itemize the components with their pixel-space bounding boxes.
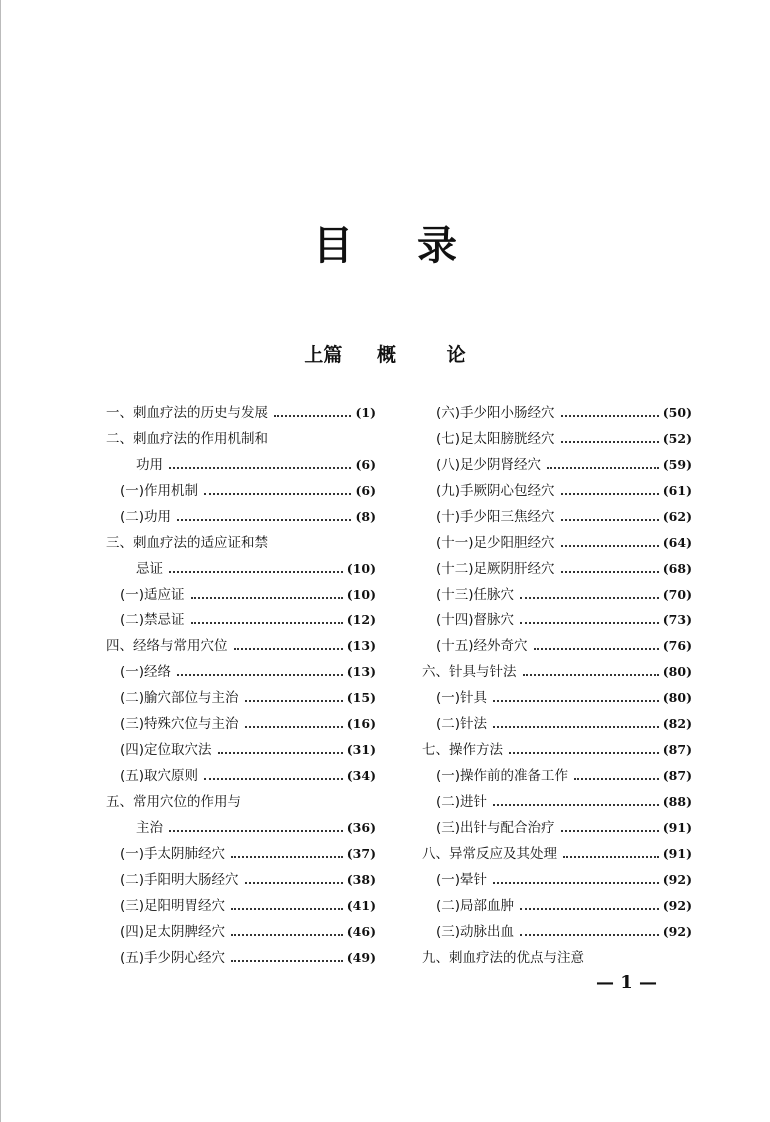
toc-entry-title: (十五)经外奇穴: [436, 638, 528, 655]
toc-left-column: [106, 400, 376, 971]
toc-entry-page: (41): [346, 897, 376, 913]
toc-entry: [422, 478, 692, 504]
toc-entry-page: (92): [662, 897, 692, 913]
toc-entry-title: (一)操作前的准备工作: [436, 768, 569, 785]
toc-entry-title: 九、刺血疗法的优点与注意: [422, 949, 584, 966]
toc-entry-page: (80): [662, 664, 692, 680]
toc-entry-page: (13): [346, 664, 376, 680]
toc-entry: [106, 763, 376, 789]
toc-entry: [422, 919, 692, 945]
toc-entry-page: (80): [662, 690, 692, 706]
toc-entry-title: (二)功用: [120, 508, 172, 525]
toc-entry: [422, 841, 692, 867]
toc-entry-title: (一)晕针: [436, 871, 488, 888]
toc-entry-title: (二)进针: [436, 794, 488, 811]
toc-entry-page: (12): [346, 612, 376, 628]
toc-entry: [106, 633, 376, 659]
dot-leader: [169, 467, 351, 469]
toc-entry: [422, 582, 692, 608]
dot-leader: [520, 934, 659, 936]
dot-leader: [493, 726, 659, 728]
dot-leader: [563, 856, 659, 858]
toc-entry-title: 六、针具与针法: [422, 664, 517, 681]
dot-leader: [561, 415, 659, 417]
toc-entry-page: (36): [346, 819, 376, 835]
dot-leader: [561, 571, 659, 573]
toc-entry: [422, 556, 692, 582]
toc-entry: [422, 400, 692, 426]
toc-entry: [422, 504, 692, 530]
toc-entry: [106, 893, 376, 919]
dot-leader: [547, 467, 659, 469]
toc-entry-title: (十二)足厥阴肝经穴: [436, 560, 555, 577]
dot-leader: [534, 648, 659, 650]
toc-entry: [106, 841, 376, 867]
toc-entry: [106, 945, 376, 971]
toc-entry-title: (八)足少阴肾经穴: [436, 456, 542, 473]
toc-entry: [422, 633, 692, 659]
toc-entry-page: (91): [662, 845, 692, 861]
toc-entry: [106, 685, 376, 711]
title-char: 目: [313, 223, 353, 269]
toc-entry-title: (一)适应证: [120, 586, 185, 603]
toc-entry-title: (二)手阳明大肠经穴: [120, 871, 239, 888]
toc-entry-page: (64): [662, 534, 692, 550]
toc-entry-title: (一)针具: [436, 690, 488, 707]
toc-entry: [422, 452, 692, 478]
toc-entry-title: (五)取穴原则: [120, 768, 199, 785]
toc-entry: [422, 737, 692, 763]
dot-leader: [177, 674, 343, 676]
toc-entry-title: (十三)任脉穴: [436, 586, 515, 603]
part-title-char: 论: [446, 344, 466, 366]
toc-entry-page: (50): [662, 404, 692, 420]
toc-entry: [422, 945, 692, 971]
toc-entry-page: (46): [346, 923, 376, 939]
toc-entry-title: 忌证: [136, 560, 163, 577]
toc-entry: [106, 556, 376, 582]
toc-entry-title: (七)足太阳膀胱经穴: [436, 430, 555, 447]
toc-entry: [106, 659, 376, 685]
toc-entry-title: (二)局部血肿: [436, 897, 515, 914]
toc-entry-title: (三)动脉出血: [436, 923, 515, 940]
toc-entry: [106, 789, 376, 815]
toc-entry-title: 三、刺血疗法的适应证和禁: [106, 534, 268, 551]
page-title: [0, 214, 770, 271]
toc-entry-title: (十四)督脉穴: [436, 612, 515, 629]
toc-entry-page: (73): [662, 612, 692, 628]
dot-leader: [204, 778, 343, 780]
toc-entry-page: (61): [662, 482, 692, 498]
toc-entry-page: (16): [346, 716, 376, 732]
dot-leader: [520, 908, 659, 910]
dot-leader: [561, 519, 659, 521]
toc-entry-title: 二、刺血疗法的作用机制和: [106, 430, 268, 447]
toc-entry: [106, 711, 376, 737]
toc-entry-page: (8): [355, 508, 376, 524]
toc-entry: [422, 659, 692, 685]
toc-entry-title: 八、异常反应及其处理: [422, 845, 557, 862]
toc-entry-page: (13): [346, 638, 376, 654]
toc-entry: [422, 789, 692, 815]
toc-entry-page: (10): [346, 560, 376, 576]
toc-entry-page: (52): [662, 430, 692, 446]
toc-entry-title: (三)特殊穴位与主治: [120, 716, 239, 733]
toc-entry-page: (10): [346, 586, 376, 602]
toc-entry-title: (九)手厥阴心包经穴: [436, 482, 555, 499]
dot-leader: [493, 804, 659, 806]
toc-entry-page: (37): [346, 845, 376, 861]
toc-entry-page: (34): [346, 768, 376, 784]
toc-entry: [422, 867, 692, 893]
toc-entry: [106, 582, 376, 608]
dot-leader: [245, 726, 343, 728]
toc-entry-title: 七、操作方法: [422, 742, 503, 759]
dot-leader: [245, 882, 343, 884]
toc-entry-title: (一)经络: [120, 664, 172, 681]
toc-entry: [422, 608, 692, 634]
toc-entry-title: (四)足太阴脾经穴: [120, 923, 226, 940]
scan-edge: [0, 0, 1, 1122]
toc-entry-title: 功用: [136, 456, 163, 473]
dot-leader: [177, 519, 351, 521]
toc-entry-page: (62): [662, 508, 692, 524]
toc-entry: [422, 426, 692, 452]
dot-leader: [561, 545, 659, 547]
part-title-char: 概: [376, 344, 396, 366]
dot-leader: [191, 597, 343, 599]
toc-entry-title: (十)手少阳三焦经穴: [436, 508, 555, 525]
toc-entry: [106, 608, 376, 634]
toc-entry-title: (一)作用机制: [120, 482, 199, 499]
dot-leader: [191, 622, 343, 624]
dot-leader: [493, 700, 659, 702]
toc-entry-title: (六)手少阳小肠经穴: [436, 404, 555, 421]
toc-entry-page: (31): [346, 742, 376, 758]
toc-entry-title: (二)禁忌证: [120, 612, 185, 629]
toc-entry: [422, 530, 692, 556]
dot-leader: [218, 752, 343, 754]
toc-entry-page: (38): [346, 871, 376, 887]
toc-entry-page: (6): [355, 456, 376, 472]
toc-entry-title: (五)手少阴心经穴: [120, 949, 226, 966]
toc-entry-page: (88): [662, 794, 692, 810]
toc-entry: [422, 763, 692, 789]
toc-entry-page: (68): [662, 560, 692, 576]
toc-entry: [422, 893, 692, 919]
toc-entry: [422, 685, 692, 711]
dot-leader: [234, 648, 343, 650]
part-label: 上篇: [304, 344, 343, 366]
toc-entry: [106, 867, 376, 893]
toc-entry-page: (6): [355, 482, 376, 498]
toc-entry: [106, 478, 376, 504]
dot-leader: [523, 674, 659, 676]
toc-entry: [106, 452, 376, 478]
toc-entry-page: (87): [662, 742, 692, 758]
toc-entry-page: (91): [662, 819, 692, 835]
dot-leader: [574, 778, 659, 780]
toc-entry-title: (二)腧穴部位与主治: [120, 690, 239, 707]
dot-leader: [169, 830, 343, 832]
toc-entry: [106, 530, 376, 556]
dot-leader: [509, 752, 659, 754]
dot-leader: [561, 493, 659, 495]
dot-leader: [274, 415, 351, 417]
dot-leader: [561, 830, 659, 832]
part-heading: [0, 340, 770, 367]
dot-leader: [169, 571, 343, 573]
toc-entry-page: (59): [662, 456, 692, 472]
toc-entry-title: 一、刺血疗法的历史与发展: [106, 404, 268, 421]
toc-entry: [106, 426, 376, 452]
toc-entry-page: (82): [662, 716, 692, 732]
dot-leader: [520, 622, 659, 624]
toc-entry-page: (76): [662, 638, 692, 654]
toc-entry-title: 四、经络与常用穴位: [106, 638, 228, 655]
toc-entry-title: 主治: [136, 819, 163, 836]
toc-entry-page: (15): [346, 690, 376, 706]
dot-leader: [493, 882, 659, 884]
toc-entry: [422, 711, 692, 737]
toc-entry-page: (1): [355, 404, 376, 420]
title-char: 录: [417, 223, 457, 269]
dot-leader: [561, 441, 659, 443]
toc-entry-title: 五、常用穴位的作用与: [106, 794, 241, 811]
toc-entry: [106, 815, 376, 841]
toc-entry: [106, 919, 376, 945]
toc-entry-page: (87): [662, 768, 692, 784]
toc-entry-title: (三)足阳明胃经穴: [120, 897, 226, 914]
toc-entry-title: (四)定位取穴法: [120, 742, 212, 759]
dot-leader: [245, 700, 343, 702]
toc-entry-title: (三)出针与配合治疗: [436, 819, 555, 836]
toc-entry: [422, 815, 692, 841]
page-number: — 1 —: [596, 972, 658, 993]
toc-entry-title: (十一)足少阳胆经穴: [436, 534, 555, 551]
dot-leader: [231, 908, 343, 910]
toc-entry-page: (70): [662, 586, 692, 602]
toc-entry-page: (49): [346, 949, 376, 965]
toc-entry: [106, 400, 376, 426]
toc-entry-page: (92): [662, 871, 692, 887]
dot-leader: [204, 493, 351, 495]
toc-entry-title: (一)手太阴肺经穴: [120, 845, 226, 862]
dot-leader: [231, 934, 343, 936]
toc-right-column: [422, 400, 692, 971]
dot-leader: [231, 856, 343, 858]
toc-entry-page: (92): [662, 923, 692, 939]
dot-leader: [520, 597, 659, 599]
toc-entry: [106, 737, 376, 763]
dot-leader: [231, 960, 343, 962]
toc-entry-title: (二)针法: [436, 716, 488, 733]
toc-entry: [106, 504, 376, 530]
